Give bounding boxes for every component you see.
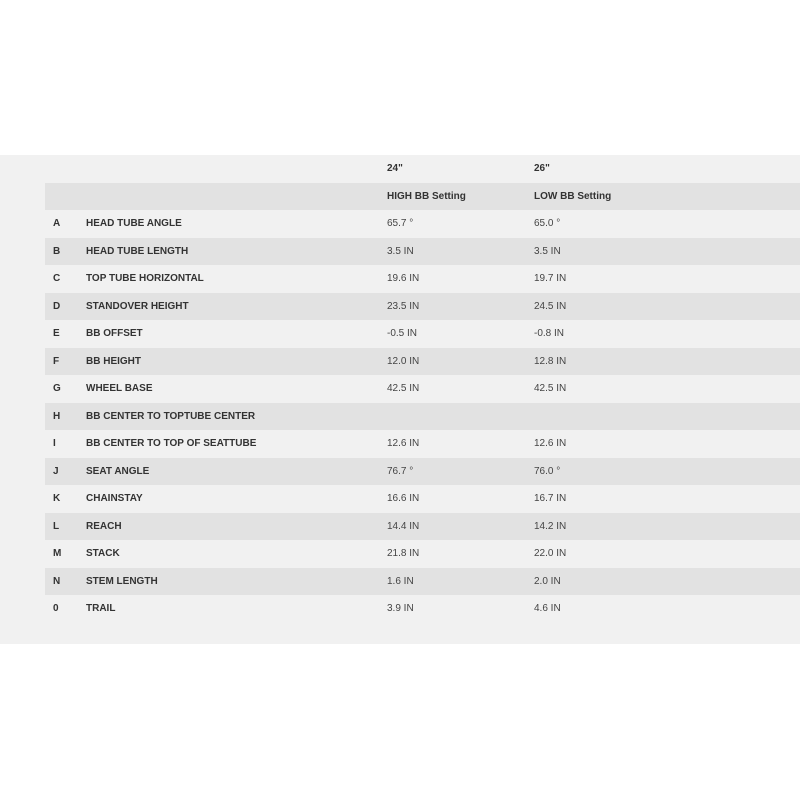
row-measurement-name: BB CENTER TO TOPTUBE CENTER <box>86 403 387 431</box>
row-measurement-name: BB CENTER TO TOP OF SEATTUBE <box>86 438 257 450</box>
row-letter: A <box>53 218 61 230</box>
row-letter: M <box>53 548 62 560</box>
row-value-26: 14.2 IN <box>534 513 800 541</box>
row-value-26: 4.6 IN <box>534 603 561 615</box>
row-value-24: 23.5 IN <box>387 293 534 321</box>
row-value-24: 19.6 IN <box>387 273 420 285</box>
row-measurement-name: STACK <box>86 548 120 560</box>
row-letter: J <box>45 458 86 486</box>
row-measurement-name: TRAIL <box>86 603 116 615</box>
row-letter: C <box>53 273 61 285</box>
size-header-row <box>45 155 800 183</box>
table-row <box>45 540 800 568</box>
table-row <box>45 568 800 596</box>
row-value-24: 65.7 ° <box>387 218 414 230</box>
table-row <box>45 595 800 623</box>
table-row <box>45 375 800 403</box>
row-letter: L <box>45 513 86 541</box>
table-row <box>45 210 800 238</box>
row-letter: H <box>45 403 86 431</box>
row-value-26: 42.5 IN <box>534 383 567 395</box>
row-value-24: 42.5 IN <box>387 383 420 395</box>
geometry-table <box>45 155 800 623</box>
row-measurement-name: STANDOVER HEIGHT <box>86 293 387 321</box>
row-value-26 <box>534 403 800 431</box>
row-value-24: 76.7 ° <box>387 458 534 486</box>
table-row <box>45 265 800 293</box>
row-measurement-name: CHAINSTAY <box>86 493 143 505</box>
row-letter: K <box>53 493 61 505</box>
row-letter: G <box>53 383 61 395</box>
size-label-26: 26" <box>534 163 550 175</box>
row-value-24: 16.6 IN <box>387 493 420 505</box>
row-measurement-name: STEM LENGTH <box>86 568 387 596</box>
empty-cell <box>86 155 387 183</box>
table-row <box>45 293 800 321</box>
row-value-24: 3.9 IN <box>387 603 414 615</box>
row-letter: E <box>53 328 60 340</box>
table-row <box>45 403 800 431</box>
row-value-24: -0.5 IN <box>387 328 418 340</box>
row-value-24: 21.8 IN <box>387 548 420 560</box>
row-measurement-name: HEAD TUBE ANGLE <box>86 218 182 230</box>
row-measurement-name: WHEEL BASE <box>86 383 153 395</box>
setting-label-low: LOW BB Setting <box>534 183 800 211</box>
row-measurement-name: BB OFFSET <box>86 328 143 340</box>
size-label-24: 24" <box>387 163 403 175</box>
row-measurement-name: TOP TUBE HORIZONTAL <box>86 273 204 285</box>
row-letter: N <box>45 568 86 596</box>
table-row <box>45 430 800 458</box>
setting-label-high: HIGH BB Setting <box>387 183 534 211</box>
row-value-26: 16.7 IN <box>534 493 567 505</box>
row-value-26: 3.5 IN <box>534 238 800 266</box>
empty-cell <box>45 155 86 183</box>
row-value-24: 14.4 IN <box>387 513 534 541</box>
table-row <box>45 458 800 486</box>
row-value-26: 12.8 IN <box>534 348 800 376</box>
empty-cell <box>86 183 387 211</box>
row-value-24: 12.0 IN <box>387 348 534 376</box>
row-letter: B <box>45 238 86 266</box>
setting-header-row <box>45 183 800 211</box>
table-row <box>45 348 800 376</box>
row-value-26: -0.8 IN <box>534 328 565 340</box>
row-letter: D <box>45 293 86 321</box>
row-value-26: 76.0 ° <box>534 458 800 486</box>
row-value-26: 2.0 IN <box>534 568 800 596</box>
table-row <box>45 485 800 513</box>
table-row <box>45 513 800 541</box>
row-value-24: 3.5 IN <box>387 238 534 266</box>
row-value-26: 65.0 ° <box>534 218 561 230</box>
row-value-24: 12.6 IN <box>387 438 420 450</box>
row-measurement-name: SEAT ANGLE <box>86 458 387 486</box>
table-row <box>45 320 800 348</box>
row-measurement-name: REACH <box>86 513 387 541</box>
row-value-24: 1.6 IN <box>387 568 534 596</box>
row-value-26: 22.0 IN <box>534 548 567 560</box>
row-letter: 0 <box>53 603 59 615</box>
row-measurement-name: HEAD TUBE LENGTH <box>86 238 387 266</box>
row-value-26: 19.7 IN <box>534 273 567 285</box>
empty-cell <box>45 183 86 211</box>
row-value-26: 12.6 IN <box>534 438 567 450</box>
row-letter: I <box>53 438 56 450</box>
table-row <box>45 238 800 266</box>
row-letter: F <box>45 348 86 376</box>
row-measurement-name: BB HEIGHT <box>86 348 387 376</box>
row-value-26: 24.5 IN <box>534 293 800 321</box>
row-value-24 <box>387 403 534 431</box>
